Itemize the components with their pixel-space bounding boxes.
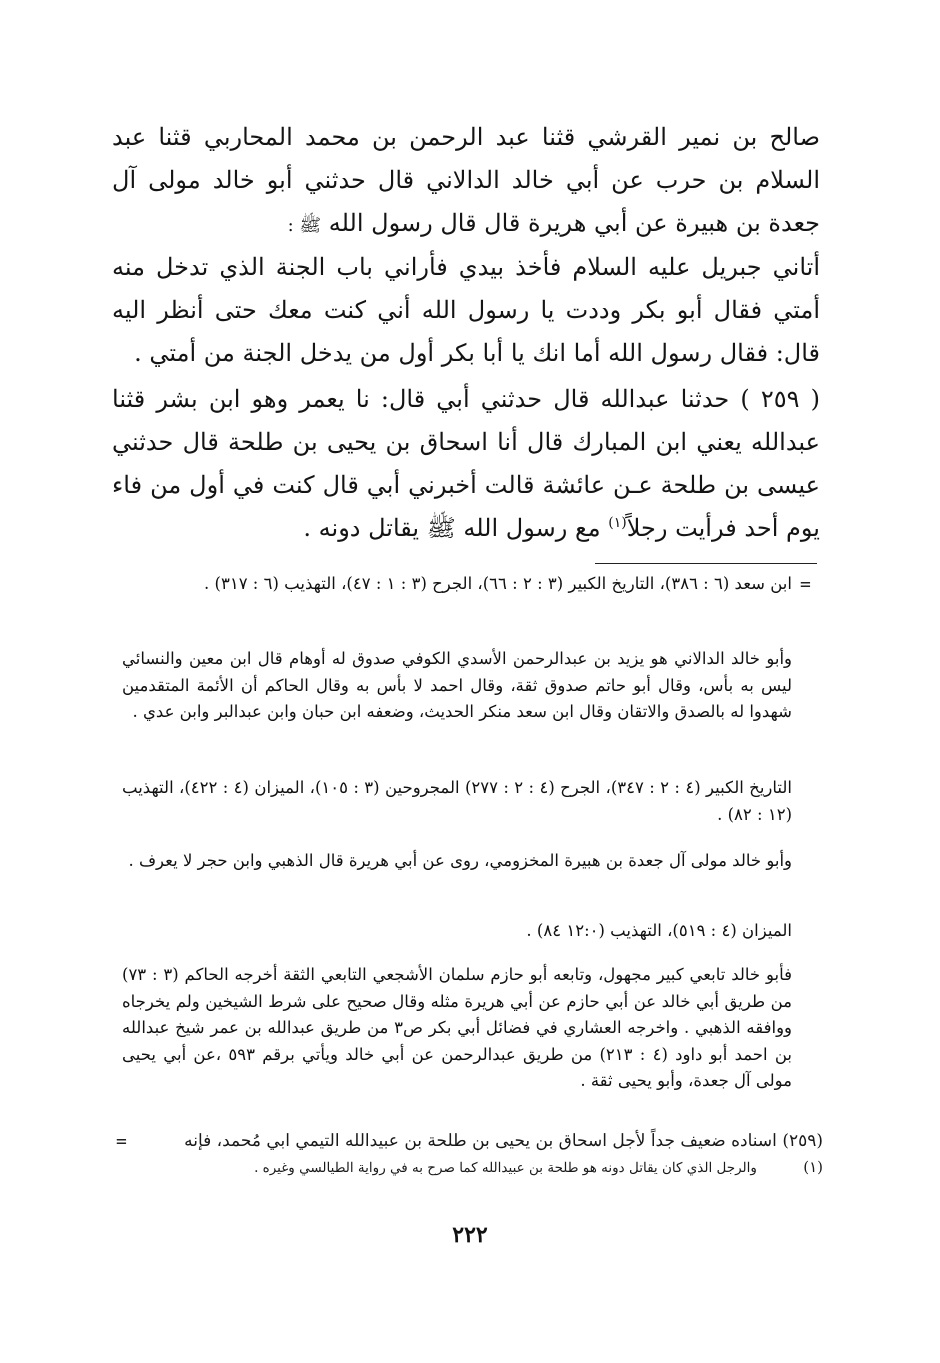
hadith-number: ( ٢٥٩ ): [740, 385, 820, 413]
paragraph-1-text: صالح بن نمير القرشي قثنا عبد الرحمن بن محمد المحاربي قثنا عبد السلام بن حرب عن أبي خالد الدالاني قال حدثني أبو خالد مولى آل جعدة بن هبيرة عن أبي هريرة قال قال رسول الله: [112, 123, 820, 237]
footnote-block-f: فأبو خالد تابعي كبير مجهول، وتابعه أبو حازم سلمان الأشجعي التابعي الثقة أخرجه الحاكم (٣ : ٧٣) من طريق أبي خالد عن أبي حازم عن أبي هريرة مثله وقال صحيح على شرط الشيخين ولم يخرجاه ووافقه الذهبي . واخرجه العشاري في فضائل أبي بكر ص٣ من طريق عبدالله بن عمر شيخ عبدالله بن احمد أبو داود (٤ : ٢١٣) من طريق عبدالرحمن عن أبي خالد ويأتي برقم ٥٩٣ ،عن أبي يحيى مولى آل جعدة، وأبو يحيى ثقة .: [122, 965, 793, 1090]
paragraph-3-end: مع رسول الله ﷺ يقاتل دونه .: [303, 514, 601, 542]
note-259-continuation-mark: =: [116, 1131, 127, 1152]
footnote-block-a: ابن سعد (٦ : ٣٨٦)، التاريخ الكبير (٣ : ٢ : ٦٦)، الجرح (٣ : ١ : ٤٧)، التهذيب (٦ : ٣١٧) .: [204, 574, 792, 593]
paragraph-3-text: حدثنا عبدالله قال حدثني أبي قال: نا يعمر وهو ابن بشر قثنا عبدالله يعني ابن المبارك قال أنا اسحاق بن يحيى بن طلحة قال حدثني عيسى بن طلحة عـن عائشة قالت أخبرني أبي قال كنت في أول من فاء يوم أحد فرأيت رجلاً: [112, 385, 820, 542]
continuation-mark: =: [800, 574, 811, 595]
page-number: ٢٢٢: [452, 1222, 488, 1248]
salutation-mark: ﷺ :: [287, 215, 322, 236]
note-1-text: والرجل الذي كان يقاتل دونه هو طلحة بن عبيدالله كما صرح به في رواية الطيالسي وغيره .: [254, 1160, 757, 1176]
footnote-separator: [595, 563, 817, 564]
note-1: [118, 1156, 823, 1179]
note-1-number: (١): [803, 1158, 823, 1176]
hadith-259-text: [112, 378, 820, 550]
footnote-block-b: وأبو خالد الدالاني هو يزيد بن عبدالرحمن الأسدي الكوفي صدوق له أوهام قال ابن معين والنسائي ليس به بأس، وقال أبو حاتم صدوق ثقة، وقال احمد لا بأس به وقال الحاكم أن الأئمة المتقدمين شهدوا له بالصدق والاتقان وقال ابن سعد منكر الحديث، وضعفه ابن حبان وابن عبدالبر وابن عدي .: [122, 649, 792, 721]
footnote-ref: (١): [608, 515, 627, 531]
footnote-block-e: الميزان (٤ : ٥١٩)، التهذيب (١٢:٠ ٨٤) .: [526, 921, 792, 940]
note-259-text: اسناده ضعيف جداً لأجل اسحاق بن يحيى بن طلحة بن عبيدالله التيمي ابي مُحمد، فإنه: [184, 1131, 777, 1151]
note-259-number: (٢٥٩): [782, 1131, 823, 1151]
main-paragraph-3: [112, 378, 820, 550]
main-paragraph-1: [112, 116, 820, 247]
isnad-text: [112, 116, 820, 247]
footnote-block-c: التاريخ الكبير (٤ : ٢ : ٣٤٧)، الجرح (٤ : ٢ : ٢٧٧) المجروحين (٣ : ١٠٥)، الميزان (٤ : ٤٢٢)، التهذيب (١٢ : ٨٢) .: [122, 778, 792, 824]
footnote-block-d: وأبو خالد مولى آل جعدة بن هبيرة المخزومي، روى عن أبي هريرة قال الذهبي وابن حجر لا يعرف .: [128, 851, 792, 870]
main-paragraph-2: [112, 246, 820, 375]
paragraph-2-text: أتاني جبريل عليه السلام فأخذ بيدي فأراني باب الجنة الذي تدخل منه أمتي فقال أبو بكر وددت يا رسول الله أني كنت معك حتى أنظر اليه قال: فقال رسول الله أما انك يا أبا بكر أول من يدخل الجنة من أمتي .: [112, 253, 820, 367]
note-259: [118, 1128, 823, 1154]
